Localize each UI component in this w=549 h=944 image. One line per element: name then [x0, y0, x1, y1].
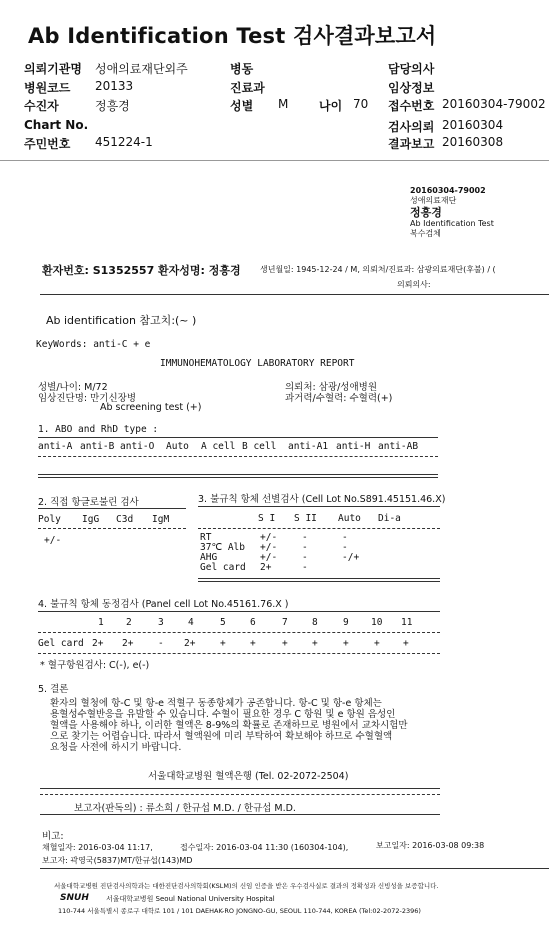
- s4-cell: +: [343, 638, 349, 649]
- hospital-code-value: 20133: [95, 79, 134, 93]
- age-label: 나이: [319, 99, 343, 113]
- footer-reporter: 보고자: 곽영국(5837)MT/한규섭(143)MD: [42, 856, 193, 865]
- s3-col: Auto: [338, 513, 361, 524]
- s4-col: 5: [220, 617, 226, 628]
- scanned-report: [0, 166, 549, 944]
- history: 과거력/수혈력: 수혈력(+): [285, 393, 393, 404]
- patient-label: 수진자: [24, 99, 59, 113]
- s4-cell: +: [250, 638, 256, 649]
- s4-cell: +: [403, 638, 409, 649]
- blood-bank: 서울대학교병원 혈액은행 (Tel. 02-2072-2504): [148, 771, 349, 782]
- header-divider: [0, 160, 549, 161]
- rule: [38, 456, 438, 457]
- s4-cell: +: [312, 638, 318, 649]
- s3-cell: +/-: [260, 542, 278, 553]
- s4-cell: +: [220, 638, 226, 649]
- org-value: 성애의료재단외주: [95, 62, 188, 76]
- conclusion-line: 으로 찾기는 어렵습니다. 따라서 혈액원에 미리 부탁하여 확보해야 하므로 수혈혈액: [50, 731, 393, 742]
- s2-col: IgG: [82, 514, 100, 525]
- patient-value: 정흥경: [95, 99, 130, 113]
- report-heading: Ab identification 참고치:(~ ): [46, 314, 197, 327]
- rule: [198, 578, 440, 582]
- collected-date: 채혈일자: 2016-03-04 11:17,: [42, 843, 153, 852]
- hospital-name: 서울대학교병원 Seoul National University Hospital: [106, 895, 275, 903]
- label-org: 성애의료재단: [410, 196, 457, 205]
- antigen-test: * 혈구항원검사: C(-), e(-): [40, 660, 150, 671]
- note-label: 비고:: [42, 831, 64, 842]
- hospital-code-label: 병원코드: [24, 81, 71, 95]
- conclusion-line: 요청을 사전에 하시기 바랍니다.: [50, 742, 182, 753]
- page-title: Ab Identification Test 검사결과보고서: [28, 24, 437, 48]
- diagnosis: 임상진단명: 만기신장병: [38, 393, 136, 404]
- s4-cell: 2+: [122, 638, 134, 649]
- patient-name: 환자성명: 정흥경: [158, 264, 241, 277]
- specimen-label: [410, 186, 494, 239]
- s4-col: 11: [401, 617, 413, 628]
- s1-col: A cell: [201, 441, 236, 452]
- s3-cell: -: [342, 542, 348, 553]
- department-label: 진료과: [230, 81, 265, 95]
- s4-cell: 2+: [184, 638, 196, 649]
- hospital-address: 110-744 서울특별시 종로구 대학로 101 / 101 DAEHAK-RO JONGNO-GU, SEOUL 110-744, KOREA (Tel:02-2072-2396): [58, 907, 421, 915]
- rule: [38, 653, 440, 654]
- receipt-no-value: 20160304-79002: [442, 97, 546, 111]
- sex-age: 성별/나이: M/72: [38, 382, 108, 393]
- sex-label: 성별: [230, 99, 254, 113]
- keywords: KeyWords: anti-C + e: [36, 339, 151, 350]
- certification: 서울대학교병원 진단검사의학과는 대한진단검사의학회(KSLM)의 신임 인증을 받은 우수검사실로 결과의 정확성과 신빙성을 보증합니다.: [54, 882, 439, 890]
- s1-col: B cell: [242, 441, 277, 452]
- s3-row-label: RT: [200, 532, 212, 543]
- lab-title: IMMUNOHEMATOLOGY LABORATORY REPORT: [160, 358, 355, 369]
- reporter: 보고자(판독의) : 류소희 / 한규섭 M.D. / 한규섭 M.D.: [74, 803, 296, 814]
- s4-col: 4: [188, 617, 194, 628]
- rule: [40, 868, 549, 869]
- s4-col: 9: [343, 617, 349, 628]
- s2-value: +/-: [44, 535, 62, 546]
- s4-col: 6: [250, 617, 256, 628]
- s3-cell: 2+: [260, 562, 272, 573]
- label-test: Ab Identification Test: [410, 219, 494, 228]
- s3-col: Di-a: [378, 513, 401, 524]
- s3-cell: -: [302, 532, 308, 543]
- rule: [40, 788, 440, 789]
- rule: [40, 794, 440, 795]
- received-date: 접수일자: 2016-03-04 11:30 (160304-104),: [180, 843, 349, 852]
- rule: [38, 611, 440, 612]
- s3-title: 3. 불규칙 항체 선별검사 (Cell Lot No.S891.45151.46.X): [198, 494, 446, 505]
- doctor-label: 담당의사: [388, 62, 435, 76]
- patient-id: 환자번호: S1352557: [42, 264, 155, 277]
- s4-row: [38, 638, 440, 650]
- s2-title: 2. 직접 항글로불린 검사: [38, 497, 139, 508]
- rule: [198, 528, 440, 529]
- s1-col: anti-A1: [288, 441, 329, 452]
- s2-col: C3d: [116, 514, 134, 525]
- s3-row-label: AHG: [200, 552, 218, 563]
- label-name: 정흥경: [410, 206, 442, 219]
- s4-cell: 2+: [92, 638, 104, 649]
- s2-col: IgM: [152, 514, 170, 525]
- label-receipt: 20160304-79002: [410, 186, 486, 195]
- s3-row-label: 37℃ Alb: [200, 542, 245, 553]
- s3-row-label: Gel card: [200, 562, 246, 573]
- conclusion: [50, 698, 408, 753]
- conclusion-line: 혈액을 사용해야 하나, 이러한 혈액은 8-9%의 확률로 존재하므로 병원에서 교차시험만: [50, 720, 408, 731]
- s3-cell: +/-: [260, 552, 278, 563]
- request-value: 20160304: [442, 118, 504, 132]
- chart-no-label: Chart No.: [24, 118, 89, 132]
- s4-col: 1: [98, 617, 104, 628]
- s5-title: 5. 결론: [38, 684, 69, 695]
- s1-title: 1. ABO and RhD type :: [38, 424, 159, 435]
- s3-col: S II: [294, 513, 317, 524]
- s3-cell: -: [302, 562, 308, 573]
- snuh-logo: SNUH: [60, 893, 89, 903]
- requester: 의뢰처: 삼광/성애병원: [285, 382, 378, 393]
- screening: Ab screening test (+): [100, 402, 202, 413]
- s3-cell: -/+: [342, 552, 360, 563]
- rule: [38, 528, 186, 529]
- s3-table: [200, 533, 440, 577]
- receipt-no-label: 접수번호: [388, 99, 435, 113]
- label-multi: 복수검체: [410, 229, 441, 238]
- s4-col: 8: [312, 617, 318, 628]
- s1-col: anti-A: [38, 441, 73, 452]
- rule: [38, 508, 186, 509]
- s3-cell: -: [342, 532, 348, 543]
- resident-no-value: 451224-1: [95, 135, 153, 149]
- reported-date: 보고일자: 2016-03-08 09:38: [376, 841, 485, 850]
- s1-col: anti-B: [80, 441, 115, 452]
- patient-extra: 생년월일: 1945-12-24 / M, 의뢰처/진료과: 삼광의료재단(후불) / (: [260, 265, 496, 274]
- rule: [38, 474, 438, 478]
- request-label: 검사의뢰: [388, 120, 435, 134]
- rule: [198, 506, 440, 507]
- s1-col: anti-O: [120, 441, 155, 452]
- s3-cell: -: [302, 552, 308, 563]
- sex-value: M: [278, 97, 289, 111]
- report-date-value: 20160308: [442, 135, 504, 149]
- s1-col: anti-AB: [378, 441, 419, 452]
- rule: [40, 294, 549, 295]
- clinical-info-label: 임상정보: [388, 81, 435, 95]
- s4-col: 10: [371, 617, 383, 628]
- patient-doctor: 의뢰의사:: [397, 280, 431, 289]
- s4-col: 7: [282, 617, 288, 628]
- rule: [38, 437, 438, 438]
- s1-col: Auto: [166, 441, 189, 452]
- s4-cell: +: [374, 638, 380, 649]
- resident-no-label: 주민번호: [24, 137, 71, 151]
- s4-cell: +: [282, 638, 288, 649]
- s4-cell: -: [158, 638, 164, 649]
- s2-col: Poly: [38, 514, 61, 525]
- s3-cell: -: [302, 542, 308, 553]
- s4-col: 3: [158, 617, 164, 628]
- conclusion-line: 용혈성수혈반응을 유발할 수 있습니다. 수혈이 필요한 경우 C 항원 및 e 항원 음성인: [50, 709, 396, 720]
- s1-col: anti-H: [336, 441, 371, 452]
- s4-header: [38, 617, 440, 629]
- conclusion-line: 환자의 혈청에 항-C 및 항-e 적혈구 동종항체가 공존합니다. 항-C 및 항-e 항체는: [50, 698, 382, 709]
- s3-col: S I: [258, 513, 276, 524]
- s3-cell: +/-: [260, 532, 278, 543]
- rule: [40, 814, 440, 815]
- s4-title: 4. 불규칙 항체 동정검사 (Panel cell Lot No.45161.76.X ): [38, 599, 289, 610]
- s4-col: 2: [126, 617, 132, 628]
- org-label: 의뢰기관명: [24, 62, 82, 76]
- ward-label: 병동: [230, 62, 254, 76]
- rule: [38, 632, 440, 633]
- age-value: 70: [353, 97, 369, 111]
- s4-row-label: Gel card: [38, 638, 84, 649]
- report-date-label: 결과보고: [388, 137, 435, 151]
